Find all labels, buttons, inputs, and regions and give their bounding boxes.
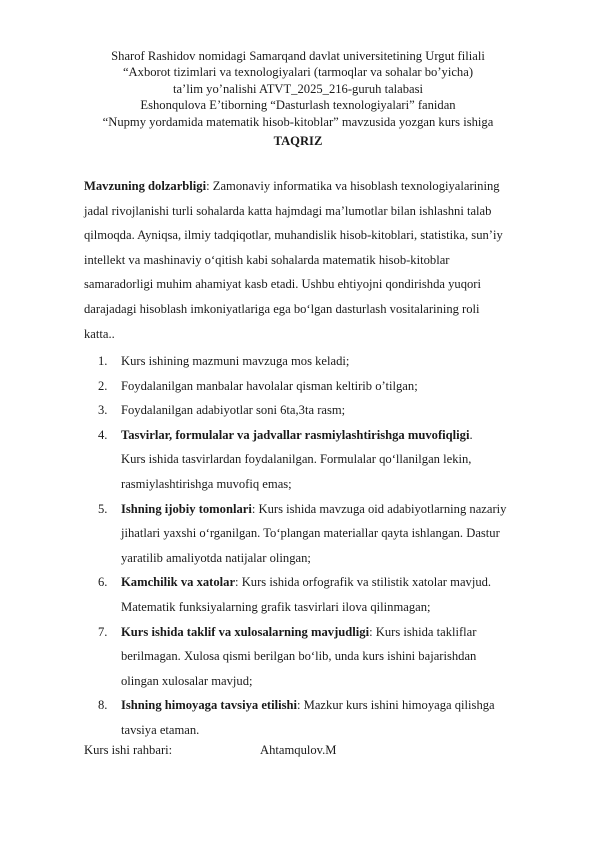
supervisor-label: Kurs ishi rahbari: [84,743,173,757]
intro-line: intellekt va mashinaviy o‘qitish kabi sohalarda matematik hisob-kitoblar [84,252,450,267]
item-number: 3. [98,403,108,418]
item-number: 7. [98,624,108,639]
item-number: 5. [98,501,108,516]
item-number: 8. [98,698,108,713]
item-label: Kamchilik va xatolar [121,575,236,590]
list-item: 2. Foydalanilgan manbalar havolalar qisman keltirib o’tilgan; [84,374,558,399]
header-line-student: Eshonqulova E’tiborning “Dasturlash texnologiyalari” fanidan [140,98,456,113]
intro-line: qilmoqda. Ayniqsa, ilmiy tadqiqotlar, muhandislik hisob-kitoblari, statistika, sun’iy [84,228,503,243]
item-number: 6. [98,575,108,590]
item-label: Ishning himoyaga tavsiya etilishi [121,698,297,713]
review-items-list [84,349,558,743]
header-line-program: “Axborot tizimlari va texnologiyalari (tarmoqlar va sohalar bo’yicha) [122,65,474,80]
header-line-topic: “Nupmy yordamida matematik hisob-kitoblar” mavzusida yozgan kurs ishiga [102,114,494,129]
page-title: TAQRIZ [273,134,323,149]
list-item: 6. Kamchilik va xatolar: Kurs ishida orfografik va stilistik xatolar mavjud. Matematik funksiyalarning grafik tasvirlari ilova qilinmagan; [84,570,558,619]
item-label: Tasvirlar, formulalar va jadvallar rasmiylashtirishga muvofiqligi [121,427,470,442]
list-item: 7. Kurs ishida taklif va xulosalarning mavjudligi: Kurs ishida takliflar berilmagan. Xulosa qismi berilgan bo‘lib, unda kurs ishini bajarishdan olingan xulosalar mavjud; [84,620,558,694]
item-number: 4. [98,427,108,442]
relevance-label: Mavzuning dolzarbligi [84,179,207,193]
supervisor-name: Ahtamqulov.M [260,743,337,757]
intro-line: samaradorligi muhim ahamiyat kasb etadi. Ushbu ehtiyojni qondirishda yuqori [84,277,481,292]
intro-line: jadal rivojlanishi turli sohalarda katta hajmdagi ma’lumotlar bilan ishlashni talab [84,203,492,218]
list-item: 5. Ishning ijobiy tomonlari: Kurs ishida mavzuga oid adabiyotlarning nazariy jihatlari yaxshi o‘rganilgan. To‘plangan materiallar qayta ishlangan. Dastur yaratilib amaliyotda natijalar olingan; [84,497,558,571]
list-item: 3. Foydalanilgan adabiyotlar soni 6ta,3ta rasm; [84,398,558,423]
header-line-university: Sharof Rashidov nomidagi Samarqand davlat universitetining Urgut filiali [111,49,485,63]
relevance-paragraph [84,174,544,346]
list-item: 4. Tasvirlar, formulalar va jadvallar rasmiylashtirishga muvofiqligi. Kurs ishida tasvirlardan foydalanilgan. Formulalar qo‘llanilgan lekin, rasmiylashtirishga muvofiq emas; [84,423,558,497]
list-item: 1. Kurs ishining mazmuni mavzuga mos keladi; [84,349,558,374]
item-label: Kurs ishida taklif va xulosalarning mavjudligi [121,624,370,639]
intro-line: Mavzuning dolzarbligi: Zamonaviy informatika va hisoblash texnologiyalarining [84,179,500,193]
intro-line: darajadagi hisoblash imkoniyatlariga ega bo‘lgan dasturlash vositalarining roli [84,301,480,316]
header-line-group: ta’lim yo’nalishi ATVT_2025_216-guruh talabasi [172,81,424,96]
item-number: 1. [98,354,108,368]
supervisor-signature-line [84,743,337,758]
review-header [60,48,536,149]
item-label: Ishning ijobiy tomonlari [121,501,252,516]
item-number: 2. [98,378,108,393]
intro-line: katta.. [84,326,115,341]
list-item: 8. Ishning himoyaga tavsiya etilishi: Mazkur kurs ishini himoyaga qilishga tavsiya etaman. [84,693,558,742]
